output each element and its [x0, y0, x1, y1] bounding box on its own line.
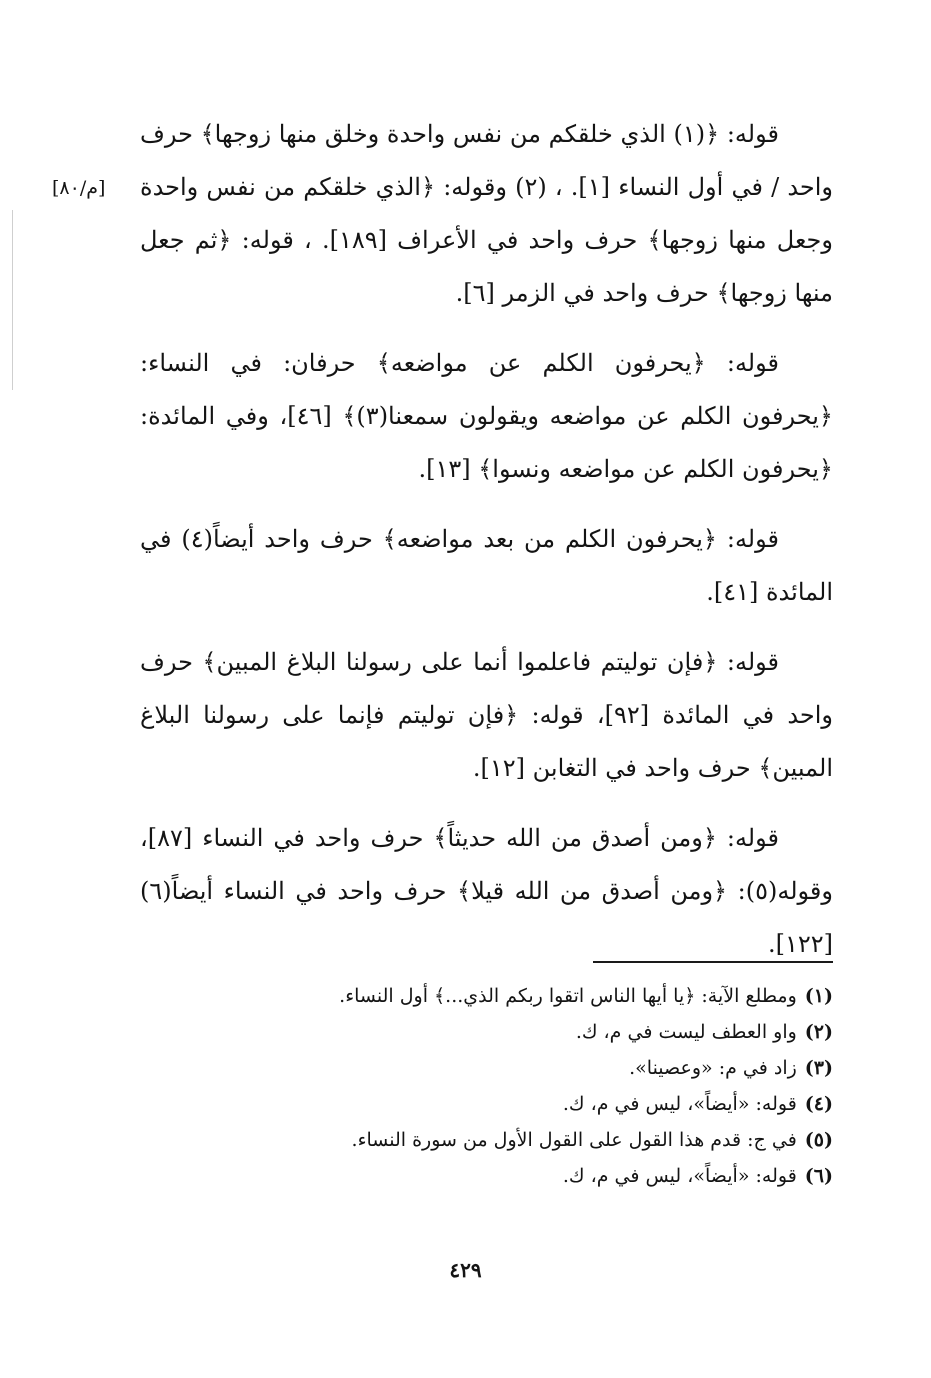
footnote-number: (٤): [804, 1093, 833, 1115]
footnotes: [200, 978, 833, 1194]
footnote-number: (١): [804, 985, 833, 1007]
paragraph-text: قوله: ﴿(١) الذي خلقكم من نفس واحدة وخلق منها زوجها﴾ حرف واحد / في أول النساء [١]. ، (٢) وقوله: ﴿الذي خلقكم من نفس واحدة وجعل منها زوجها﴾ حرف واحد في الأعراف [١٨٩]. ، قوله: ﴿ثم جعل منها زوجها﴾ حرف واحد في الزمر [٦].: [140, 120, 834, 307]
footnote-number: (٢): [804, 1021, 833, 1043]
footnote-number: (٣): [804, 1057, 833, 1079]
paragraph-5: [140, 812, 833, 971]
footnote-4: [200, 1086, 833, 1122]
paragraph-text: قوله: ﴿يحرفون الكلم من بعد مواضعه﴾ حرف واحد أيضاً(٤) في المائدة [٤١].: [140, 525, 833, 606]
footnote-text: في ج: قدم هذا القول على القول الأول من سورة النساء.: [351, 1129, 797, 1151]
paragraph-1: [140, 108, 833, 320]
footnote-text: زاد في م: «وعصينا».: [629, 1057, 797, 1079]
paragraph-text: قوله: ﴿يحرفون الكلم عن مواضعه﴾ حرفان: في النساء: ﴿يحرفون الكلم عن مواضعه ويقولون سمعنا(٣)﴾ [٤٦]، وفي المائدة: ﴿يحرفون الكلم عن مواضعه ونسوا﴾ [١٣].: [140, 349, 833, 483]
footnote-number: (٦): [804, 1165, 833, 1187]
footnote-text: قوله: «أيضاً»، ليس في م، ك.: [562, 1093, 797, 1115]
manuscript-folio-marker: [م/٨٠]: [52, 177, 106, 199]
paragraph-3: [140, 513, 833, 619]
gutter-line: [12, 210, 13, 390]
footnote-1: [200, 978, 833, 1014]
footnote-separator: [593, 961, 833, 963]
footnote-text: ومطلع الآية: ﴿يا أيها الناس اتقوا ربكم الذي...﴾ أول النساء.: [339, 985, 797, 1007]
footnote-text: قوله: «أيضاً»، ليس في م، ك.: [562, 1165, 797, 1187]
paragraph-2: [140, 337, 833, 496]
footnote-number: (٥): [804, 1129, 833, 1151]
page-number: ٤٢٩: [449, 1258, 482, 1282]
footnote-text: واو العطف ليست في م، ك.: [575, 1021, 797, 1043]
paragraph-text: قوله: ﴿فإن توليتم فاعلموا أنما على رسولنا البلاغ المبين﴾ حرف واحد في المائدة [٩٢]، قوله: ﴿فإن توليتم فإنما على رسولنا البلاغ المبين﴾ حرف واحد في التغابن [١٢].: [140, 648, 834, 782]
footnote-5: [200, 1122, 833, 1158]
paragraph-text: قوله: ﴿ومن أصدق من الله حديثاً﴾ حرف واحد في النساء [٨٧]، وقوله(٥): ﴿ومن أصدق من الله قيلا﴾ حرف واحد في النساء أيضاً(٦) [١٢٢].: [140, 824, 833, 958]
footnote-3: [200, 1050, 833, 1086]
paragraph-4: [140, 636, 833, 795]
main-text: [140, 108, 833, 988]
footnote-6: [200, 1158, 833, 1194]
footnote-2: [200, 1014, 833, 1050]
